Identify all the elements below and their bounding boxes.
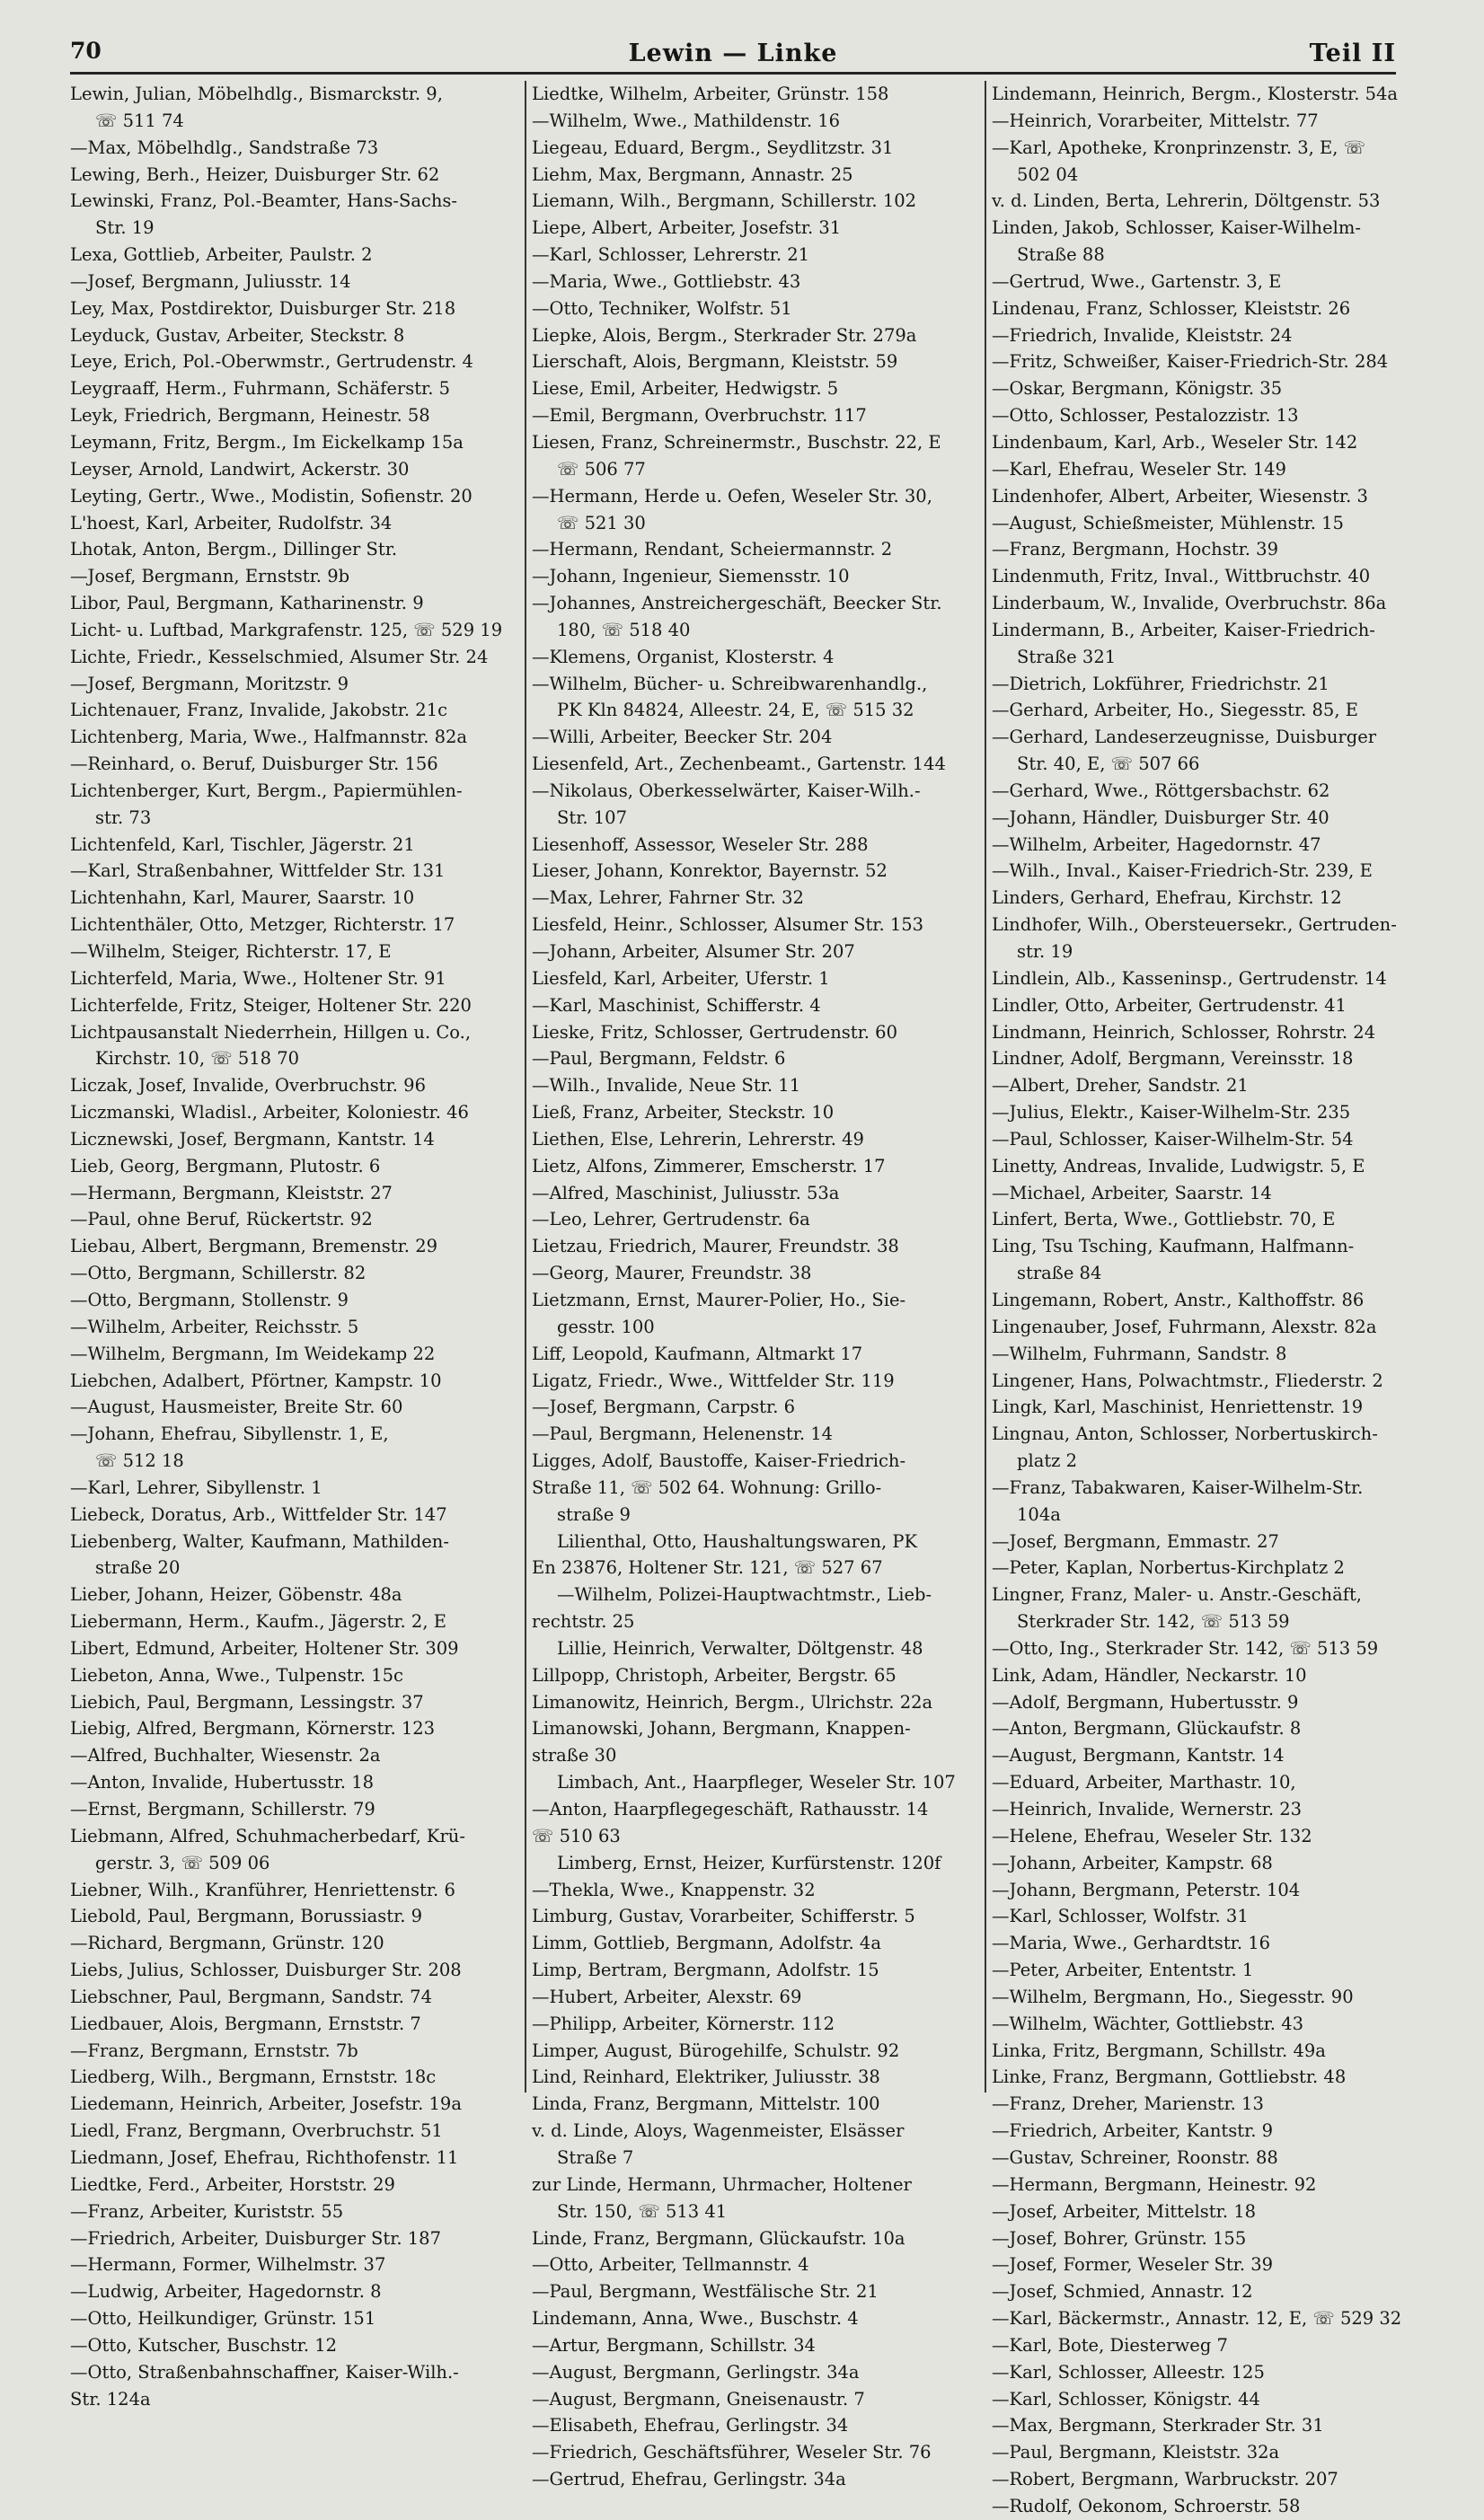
directory-entry: Lhotak, Anton, Bergm., Dillinger Str. bbox=[70, 539, 398, 560]
directory-entry: —Richard, Bergmann, Grünstr. 120 bbox=[70, 1933, 384, 1954]
directory-entry: —Josef, Bergmann, Carpstr. 6 bbox=[532, 1397, 796, 1418]
directory-entry: Liedtke, Ferd., Arbeiter, Horststr. 29 bbox=[70, 2173, 395, 2195]
directory-entry: Lichterfeld, Maria, Wwe., Holtener Str. 91 bbox=[70, 967, 446, 989]
directory-entry: Liebschner, Paul, Bergmann, Sandstr. 74 bbox=[70, 1986, 432, 2007]
entry-continuation: 180, ☏ 518 40 bbox=[557, 619, 691, 640]
directory-entry: Lichtenberg, Maria, Wwe., Halfmannstr. 82a bbox=[70, 727, 468, 748]
directory-entry: —Reinhard, o. Beruf, Duisburger Str. 156 bbox=[70, 753, 438, 775]
directory-entry: Linde, Franz, Bergmann, Glückaufstr. 10a bbox=[532, 2227, 905, 2249]
directory-entry: —Johann, Bergmann, Peterstr. 104 bbox=[992, 1879, 1301, 1900]
directory-entry: —Wilhelm, Wächter, Gottliebstr. 43 bbox=[992, 2013, 1304, 2034]
directory-entry: —Alfred, Buchhalter, Wiesenstr. 2a bbox=[70, 1745, 381, 1767]
directory-entry: —Karl, Schlosser, Königstr. 44 bbox=[992, 2388, 1260, 2410]
directory-entry: Lierschaft, Alois, Bergmann, Kleiststr. 59 bbox=[532, 351, 898, 373]
directory-entry: Lingner, Franz, Maler- u. Anstr.-Geschäft, bbox=[992, 1584, 1362, 1606]
directory-entry: Licht- u. Luftbad, Markgrafenstr. 125, ☏ 529 19 bbox=[70, 619, 503, 640]
directory-entry: —Willi, Arbeiter, Beecker Str. 204 bbox=[532, 727, 833, 748]
part-label: Teil II bbox=[1309, 40, 1396, 67]
directory-entry: —Friedrich, Invalide, Kleiststr. 24 bbox=[992, 324, 1293, 346]
directory-entry: Lieber, Johann, Heizer, Göbenstr. 48a bbox=[70, 1584, 402, 1606]
directory-entry: —Johann, Händler, Duisburger Str. 40 bbox=[992, 806, 1329, 828]
directory-entry: —Helene, Ehefrau, Weseler Str. 132 bbox=[992, 1825, 1312, 1846]
directory-entry: —Otto, Heilkundiger, Grünstr. 151 bbox=[70, 2308, 376, 2330]
directory-entry: —Josef, Bergmann, Juliusstr. 14 bbox=[70, 270, 351, 292]
directory-entry: Lichtenauer, Franz, Invalide, Jakobstr. 21c bbox=[70, 700, 448, 721]
entry-continuation: ☏ 506 77 bbox=[557, 458, 646, 480]
directory-entry: —Johann, Arbeiter, Alsumer Str. 207 bbox=[532, 941, 855, 962]
directory-entry: —Wilh., Invalide, Neue Str. 11 bbox=[532, 1075, 801, 1097]
directory-entry: v. d. Linden, Berta, Lehrerin, Döltgenstr. 53 bbox=[992, 190, 1381, 212]
entry-continuation: Straße 321 bbox=[1017, 646, 1117, 667]
directory-entry: —Klemens, Organist, Klosterstr. 4 bbox=[532, 646, 835, 667]
entry-continuation: 104a bbox=[1017, 1503, 1061, 1525]
directory-entry: Limm, Gottlieb, Bergmann, Adolfstr. 4a bbox=[532, 1933, 881, 1954]
directory-entry: —Heinrich, Vorarbeiter, Mittelstr. 77 bbox=[992, 110, 1319, 131]
directory-entry: Lind, Reinhard, Elektriker, Juliusstr. 38 bbox=[532, 2066, 880, 2088]
directory-entry: zur Linde, Hermann, Uhrmacher, Holtener bbox=[532, 2173, 912, 2195]
directory-entry: —Anton, Invalide, Hubertusstr. 18 bbox=[70, 1772, 375, 1793]
directory-entry: Liedemann, Heinrich, Arbeiter, Josefstr. 19a bbox=[70, 2093, 462, 2115]
directory-entry: Liesenhoff, Assessor, Weseler Str. 288 bbox=[532, 833, 869, 855]
directory-entry: —Wilhelm, Bergmann, Im Weidekamp 22 bbox=[70, 1343, 436, 1364]
directory-entry: Lingemann, Robert, Anstr., Kalthoffstr. 86 bbox=[992, 1289, 1365, 1310]
directory-entry: —Otto, Bergmann, Schillerstr. 82 bbox=[70, 1263, 367, 1284]
directory-entry: Liegeau, Eduard, Bergm., Seydlitzstr. 31 bbox=[532, 137, 894, 158]
directory-entry: —Wilhelm, Wwe., Mathildenstr. 16 bbox=[532, 110, 841, 131]
directory-entry: Lieske, Fritz, Schlosser, Gertrudenstr. 60 bbox=[532, 1021, 897, 1043]
directory-entry: —Hubert, Arbeiter, Alexstr. 69 bbox=[532, 1986, 802, 2007]
directory-entry: v. d. Linde, Aloys, Wagenmeister, Elsässer bbox=[532, 2120, 905, 2142]
entry-continuation: Kirchstr. 10, ☏ 518 70 bbox=[95, 1048, 300, 1070]
directory-entry: Lindenau, Franz, Schlosser, Kleiststr. 26 bbox=[992, 297, 1351, 319]
directory-entry: —August, Schießmeister, Mühlenstr. 15 bbox=[992, 512, 1344, 533]
directory-entry: Lillpopp, Christoph, Arbeiter, Bergstr. 65 bbox=[532, 1664, 897, 1686]
directory-entry: —Hermann, Herde u. Oefen, Weseler Str. 30, bbox=[532, 485, 932, 507]
directory-entry: Ließ, Franz, Arbeiter, Steckstr. 10 bbox=[532, 1102, 835, 1123]
directory-entry: Lindermann, B., Arbeiter, Kaiser-Friedrich- bbox=[992, 619, 1375, 640]
directory-entry: —Ernst, Bergmann, Schillerstr. 79 bbox=[70, 1799, 375, 1820]
directory-entry: —Johann, Ingenieur, Siemensstr. 10 bbox=[532, 566, 850, 587]
directory-entry: Liethen, Else, Lehrerin, Lehrerstr. 49 bbox=[532, 1128, 864, 1150]
directory-entry: Leyduck, Gustav, Arbeiter, Steckstr. 8 bbox=[70, 324, 405, 346]
directory-entry: En 23876, Holtener Str. 121, ☏ 527 67 bbox=[532, 1557, 883, 1579]
directory-entry: Ley, Max, Postdirektor, Duisburger Str. 218 bbox=[70, 297, 456, 319]
directory-entry: —Peter, Kaplan, Norbertus-Kirchplatz 2 bbox=[992, 1557, 1345, 1579]
directory-entry: Leygraaff, Herm., Fuhrmann, Schäferstr. 5 bbox=[70, 378, 451, 400]
entry-continuation: ☏ 521 30 bbox=[557, 512, 646, 533]
entry-continuation: Sterkrader Str. 142, ☏ 513 59 bbox=[1017, 1611, 1290, 1633]
entry-continuation: ☏ 511 74 bbox=[95, 110, 184, 131]
directory-entry: Liesfeld, Karl, Arbeiter, Uferstr. 1 bbox=[532, 967, 830, 989]
directory-entry: —Paul, Bergmann, Helenenstr. 14 bbox=[532, 1423, 834, 1445]
directory-entry: —Maria, Wwe., Gottliebstr. 43 bbox=[532, 270, 801, 292]
directory-entry: Lietz, Alfons, Zimmerer, Emscherstr. 17 bbox=[532, 1155, 886, 1176]
entry-continuation: straße 84 bbox=[1017, 1263, 1102, 1284]
directory-entry: Liebermann, Herm., Kaufm., Jägerstr. 2, E bbox=[70, 1611, 446, 1633]
directory-entry: —Otto, Techniker, Wolfstr. 51 bbox=[532, 297, 792, 319]
directory-entry: —Franz, Bergmann, Hochstr. 39 bbox=[992, 539, 1278, 560]
directory-entry: Leye, Erich, Pol.-Oberwmstr., Gertrudenstr. 4 bbox=[70, 351, 473, 373]
directory-entry: —Friedrich, Arbeiter, Duisburger Str. 187 bbox=[70, 2227, 441, 2249]
directory-entry: —Karl, Bote, Diesterweg 7 bbox=[992, 2334, 1228, 2356]
directory-entry: Liebchen, Adalbert, Pförtner, Kampstr. 10 bbox=[70, 1370, 442, 1391]
directory-entry: Lichte, Friedr., Kesselschmied, Alsumer Str. 24 bbox=[70, 646, 489, 667]
directory-entry: —Artur, Bergmann, Schillstr. 34 bbox=[532, 2334, 816, 2356]
directory-entry: —Hermann, Bergmann, Kleiststr. 27 bbox=[70, 1182, 393, 1203]
directory-entry: —Georg, Maurer, Freundstr. 38 bbox=[532, 1263, 812, 1284]
directory-entry: —Leo, Lehrer, Gertrudenstr. 6a bbox=[532, 1209, 810, 1230]
directory-entry: —Hermann, Former, Wilhelmstr. 37 bbox=[70, 2254, 386, 2276]
directory-entry: —Paul, ohne Beruf, Rückertstr. 92 bbox=[70, 1209, 373, 1230]
directory-entry: Linfert, Berta, Wwe., Gottliebstr. 70, E bbox=[992, 1209, 1336, 1230]
directory-entry: Libert, Edmund, Arbeiter, Holtener Str. 309 bbox=[70, 1637, 459, 1659]
directory-entry: Liehm, Max, Bergmann, Annastr. 25 bbox=[532, 163, 853, 185]
directory-entry: —August, Bergmann, Gerlingstr. 34a bbox=[532, 2361, 860, 2383]
running-title: Lewin — Linke bbox=[628, 40, 838, 67]
directory-entry: —Rudolf, Oekonom, Schroerstr. 58 bbox=[992, 2495, 1301, 2516]
entry-continuation: Str. 19 bbox=[95, 217, 155, 239]
directory-entry: —Wilhelm, Arbeiter, Reichsstr. 5 bbox=[70, 1316, 359, 1337]
directory-entry: Leyk, Friedrich, Bergmann, Heinestr. 58 bbox=[70, 405, 430, 427]
directory-entry: —Karl, Ehefrau, Weseler Str. 149 bbox=[992, 458, 1286, 480]
directory-entry: —Karl, Straßenbahner, Wittfelder Str. 131 bbox=[70, 860, 446, 882]
directory-entry: Lingnau, Anton, Schlosser, Norbertuskirch- bbox=[992, 1423, 1378, 1445]
directory-entry: —Anton, Haarpflegegeschäft, Rathausstr. 14 bbox=[532, 1799, 929, 1820]
directory-entry: Linderbaum, W., Invalide, Overbruchstr. 86a bbox=[992, 593, 1387, 614]
directory-entry: —Eduard, Arbeiter, Marthastr. 10, bbox=[992, 1772, 1296, 1793]
directory-entry: Lindenhofer, Albert, Arbeiter, Wiesenstr. 3 bbox=[992, 485, 1368, 507]
entry-continuation: gesstr. 100 bbox=[557, 1316, 655, 1337]
directory-entry: —Wilhelm, Steiger, Richterstr. 17, E bbox=[70, 941, 392, 962]
directory-entry: Lichtpausanstalt Niederrhein, Hillgen u. Co., bbox=[70, 1021, 472, 1043]
directory-entry: —Gustav, Schreiner, Roonstr. 88 bbox=[992, 2146, 1278, 2168]
directory-entry: —Josef, Bergmann, Emmastr. 27 bbox=[992, 1530, 1279, 1552]
directory-entry: Lewing, Berh., Heizer, Duisburger Str. 62 bbox=[70, 163, 440, 185]
column-1 bbox=[65, 81, 525, 2410]
directory-entry: —Karl, Schlosser, Wolfstr. 31 bbox=[992, 1906, 1249, 1927]
directory-entry: Linke, Franz, Bergmann, Gottliebstr. 48 bbox=[992, 2066, 1347, 2088]
directory-entry: Lindemann, Heinrich, Bergm., Klosterstr. 54a bbox=[992, 84, 1399, 104]
directory-entry: Linda, Franz, Bergmann, Mittelstr. 100 bbox=[532, 2093, 880, 2115]
directory-entry: —Paul, Bergmann, Feldstr. 6 bbox=[532, 1048, 786, 1070]
directory-entry: —Emil, Bergmann, Overbruchstr. 117 bbox=[532, 405, 867, 427]
directory-entry: —Michael, Arbeiter, Saarstr. 14 bbox=[992, 1182, 1272, 1203]
directory-entry: Lichterfelde, Fritz, Steiger, Holtener Str. 220 bbox=[70, 994, 472, 1016]
directory-entry: —Thekla, Wwe., Knappenstr. 32 bbox=[532, 1879, 816, 1900]
entry-continuation: gerstr. 3, ☏ 509 06 bbox=[95, 1852, 270, 1873]
directory-entry: Linetty, Andreas, Invalide, Ludwigstr. 5, E bbox=[992, 1155, 1365, 1176]
directory-entry: Lindner, Adolf, Bergmann, Vereinsstr. 18 bbox=[992, 1048, 1354, 1070]
directory-entry: Lieser, Johann, Konrektor, Bayernstr. 52 bbox=[532, 860, 888, 882]
directory-entry: Liesen, Franz, Schreinermstr., Buschstr. 22, E bbox=[532, 431, 941, 453]
entry-continuation: str. 19 bbox=[1017, 941, 1073, 962]
directory-entry: —Max, Lehrer, Fahrner Str. 32 bbox=[532, 887, 804, 909]
directory-entry: Lewinski, Franz, Pol.-Beamter, Hans-Sachs- bbox=[70, 190, 458, 212]
directory-entry: Ligatz, Friedr., Wwe., Wittfelder Str. 119 bbox=[532, 1370, 895, 1391]
directory-entry: —Oskar, Bergmann, Königstr. 35 bbox=[992, 378, 1283, 400]
entry-continuation: Straße 7 bbox=[557, 2146, 634, 2168]
directory-entry: —Franz, Dreher, Marienstr. 13 bbox=[992, 2093, 1264, 2115]
directory-entry: —Otto, Bergmann, Stollenstr. 9 bbox=[70, 1289, 349, 1310]
directory-entry: Liepe, Albert, Arbeiter, Josefstr. 31 bbox=[532, 217, 842, 239]
directory-entry: Limburg, Gustav, Vorarbeiter, Schifferstr. 5 bbox=[532, 1906, 915, 1927]
directory-entry: —Franz, Bergmann, Ernststr. 7b bbox=[70, 2040, 358, 2061]
directory-entry: L'hoest, Karl, Arbeiter, Rudolfstr. 34 bbox=[70, 512, 393, 533]
directory-entry: —Alfred, Maschinist, Juliusstr. 53a bbox=[532, 1182, 840, 1203]
directory-entry: Ling, Tsu Tsching, Kaufmann, Halfmann- bbox=[992, 1236, 1355, 1257]
directory-entry: straße 30 bbox=[532, 1745, 617, 1767]
directory-entry: Liebig, Alfred, Bergmann, Körnerstr. 123 bbox=[70, 1718, 436, 1740]
directory-entry: Lichtenhahn, Karl, Maurer, Saarstr. 10 bbox=[70, 887, 415, 909]
directory-entry: —Gerhard, Wwe., Röttgersbachstr. 62 bbox=[992, 780, 1330, 801]
directory-entry: —Friedrich, Arbeiter, Kantstr. 9 bbox=[992, 2120, 1274, 2142]
directory-entry: Str. 124a bbox=[70, 2388, 151, 2410]
directory-entry: Lietzmann, Ernst, Maurer-Polier, Ho., Sie- bbox=[532, 1289, 906, 1310]
directory-entry: —Philipp, Arbeiter, Körnerstr. 112 bbox=[532, 2013, 835, 2034]
directory-entry: —Karl, Maschinist, Schifferstr. 4 bbox=[532, 994, 821, 1016]
directory-entry: —Johann, Arbeiter, Kampstr. 68 bbox=[992, 1852, 1273, 1873]
directory-entry: —Dietrich, Lokführer, Friedrichstr. 21 bbox=[992, 673, 1329, 694]
directory-entry: —Paul, Schlosser, Kaiser-Wilhelm-Str. 54 bbox=[992, 1128, 1354, 1150]
directory-entry: —Albert, Dreher, Sandstr. 21 bbox=[992, 1075, 1249, 1097]
directory-entry: —Wilhelm, Bergmann, Ho., Siegesstr. 90 bbox=[992, 1986, 1354, 2007]
directory-entry: —Josef, Former, Weseler Str. 39 bbox=[992, 2254, 1274, 2276]
directory-entry: Liebeck, Doratus, Arb., Wittfelder Str. 147 bbox=[70, 1503, 447, 1525]
directory-entry: —Johannes, Anstreichergeschäft, Beecker Str. bbox=[532, 593, 942, 614]
entry-continuation: Str. 150, ☏ 513 41 bbox=[557, 2200, 728, 2222]
directory-entry: —Anton, Bergmann, Glückaufstr. 8 bbox=[992, 1718, 1302, 1740]
directory-entry: Limanowitz, Heinrich, Bergm., Ulrichstr. 22a bbox=[532, 1691, 933, 1713]
directory-entry: Liff, Leopold, Kaufmann, Altmarkt 17 bbox=[532, 1343, 863, 1364]
directory-entry: Lichtenthäler, Otto, Metzger, Richterstr. 17 bbox=[70, 914, 455, 936]
directory-entry: Liepke, Alois, Bergm., Sterkrader Str. 279a bbox=[532, 324, 917, 346]
directory-entry: —Heinrich, Invalide, Wernerstr. 23 bbox=[992, 1799, 1303, 1820]
directory-entry: Liedl, Franz, Bergmann, Overbruchstr. 51 bbox=[70, 2120, 443, 2142]
directory-entry: —Ludwig, Arbeiter, Hagedornstr. 8 bbox=[70, 2281, 382, 2303]
directory-entry: Liebau, Albert, Bergmann, Bremenstr. 29 bbox=[70, 1236, 438, 1257]
directory-entry: Lingenauber, Josef, Fuhrmann, Alexstr. 82a bbox=[992, 1316, 1377, 1337]
directory-entry: Link, Adam, Händler, Neckarstr. 10 bbox=[992, 1664, 1307, 1686]
directory-entry: Liemann, Wilh., Bergmann, Schillerstr. 102 bbox=[532, 190, 917, 212]
entry-continuation: Limberg, Ernst, Heizer, Kurfürstenstr. 120f bbox=[557, 1852, 941, 1873]
directory-entry: —Franz, Arbeiter, Kuriststr. 55 bbox=[70, 2200, 344, 2222]
directory-entry: Linden, Jakob, Schlosser, Kaiser-Wilhelm- bbox=[992, 217, 1361, 239]
directory-entry: —Fritz, Schweißer, Kaiser-Friedrich-Str. 284 bbox=[992, 351, 1389, 373]
directory-entry: Liczak, Josef, Invalide, Overbruchstr. 96 bbox=[70, 1075, 426, 1097]
directory-entry: Limanowski, Johann, Bergmann, Knappen- bbox=[532, 1718, 911, 1740]
page-number: 70 bbox=[70, 38, 102, 64]
directory-entry: —Paul, Bergmann, Westfälische Str. 21 bbox=[532, 2281, 879, 2303]
page-header bbox=[70, 38, 1396, 79]
directory-entry: Lindemann, Anna, Wwe., Buschstr. 4 bbox=[532, 2308, 859, 2330]
entry-continuation: straße 20 bbox=[95, 1557, 181, 1579]
directory-entry: —Otto, Ing., Sterkrader Str. 142, ☏ 513 59 bbox=[992, 1637, 1379, 1659]
entry-continuation: Lilienthal, Otto, Haushaltungswaren, PK bbox=[557, 1530, 918, 1552]
directory-entry: —Max, Möbelhdlg., Sandstraße 73 bbox=[70, 137, 379, 158]
directory-entry: Liczmanski, Wladisl., Arbeiter, Koloniestr. 46 bbox=[70, 1102, 469, 1123]
directory-entry: Lieb, Georg, Bergmann, Plutostr. 6 bbox=[70, 1155, 381, 1176]
directory-entry: —Karl, Schlosser, Lehrerstr. 21 bbox=[532, 244, 810, 266]
directory-entry: Liebold, Paul, Bergmann, Borussiastr. 9 bbox=[70, 1906, 423, 1927]
directory-entry: Limp, Bertram, Bergmann, Adolfstr. 15 bbox=[532, 1960, 879, 1981]
directory-entry: —Gerhard, Landeserzeugnisse, Duisburger bbox=[992, 727, 1377, 748]
directory-entry: —Hermann, Rendant, Scheiermannstr. 2 bbox=[532, 539, 893, 560]
directory-entry: —Gertrud, Ehefrau, Gerlingstr. 34a bbox=[532, 2469, 846, 2490]
directory-entry: —Josef, Bohrer, Grünstr. 155 bbox=[992, 2227, 1247, 2249]
directory-entry: —Josef, Schmied, Annastr. 12 bbox=[992, 2281, 1253, 2303]
directory-entry: —Karl, Schlosser, Alleestr. 125 bbox=[992, 2361, 1265, 2383]
directory-entry: Liedbauer, Alois, Bergmann, Ernststr. 7 bbox=[70, 2013, 421, 2034]
entry-continuation: —Wilhelm, Polizei-Hauptwachtmstr., Lieb- bbox=[557, 1584, 932, 1606]
directory-entry: Licznewski, Josef, Bergmann, Kantstr. 14 bbox=[70, 1128, 435, 1150]
entry-continuation: platz 2 bbox=[1017, 1450, 1078, 1472]
directory-entry: —Paul, Bergmann, Kleiststr. 32a bbox=[992, 2442, 1280, 2463]
directory-entry: —Gertrud, Wwe., Gartenstr. 3, E bbox=[992, 270, 1282, 292]
directory-entry: Leyser, Arnold, Landwirt, Ackerstr. 30 bbox=[70, 458, 410, 480]
directory-entry: Straße 11, ☏ 502 64. Wohnung: Grillo- bbox=[532, 1476, 882, 1498]
directory-entry: Lindhofer, Wilh., Obersteuersekr., Gertruden- bbox=[992, 914, 1397, 936]
directory-entry: —Franz, Tabakwaren, Kaiser-Wilhelm-Str. bbox=[992, 1476, 1364, 1498]
entry-continuation: str. 73 bbox=[95, 806, 152, 828]
header-rule bbox=[70, 72, 1396, 75]
directory-entry: —Wilhelm, Fuhrmann, Sandstr. 8 bbox=[992, 1343, 1287, 1364]
directory-entry: Lichtenfeld, Karl, Tischler, Jägerstr. 21 bbox=[70, 833, 415, 855]
directory-entry: —August, Bergmann, Kantstr. 14 bbox=[992, 1745, 1285, 1767]
directory-entry: Limper, August, Bürogehilfe, Schulstr. 92 bbox=[532, 2040, 900, 2061]
directory-entry: Lewin, Julian, Möbelhdlg., Bismarckstr. 9, bbox=[70, 84, 443, 104]
column-3 bbox=[985, 81, 1444, 2516]
directory-entry: —Elisabeth, Ehefrau, Gerlingstr. 34 bbox=[532, 2415, 849, 2436]
directory-entry: —Julius, Elektr., Kaiser-Wilhelm-Str. 235 bbox=[992, 1102, 1351, 1123]
directory-entry: Liese, Emil, Arbeiter, Hedwigstr. 5 bbox=[532, 378, 839, 400]
entry-continuation: Limbach, Ant., Haarpfleger, Weseler Str. 107 bbox=[557, 1772, 956, 1793]
directory-entry: Liedberg, Wilh., Bergmann, Ernststr. 18c bbox=[70, 2066, 437, 2088]
directory-entry: —Otto, Kutscher, Buschstr. 12 bbox=[70, 2334, 338, 2356]
directory-entry: Liebich, Paul, Bergmann, Lessingstr. 37 bbox=[70, 1691, 424, 1713]
directory-entry: Linders, Gerhard, Ehefrau, Kirchstr. 12 bbox=[992, 887, 1342, 909]
entry-continuation: 502 04 bbox=[1017, 163, 1079, 185]
directory-entry: —Johann, Ehefrau, Sibyllenstr. 1, E, bbox=[70, 1423, 389, 1445]
directory-entry: Liedmann, Josef, Ehefrau, Richthofenstr. 11 bbox=[70, 2146, 459, 2168]
entry-continuation: Lillie, Heinrich, Verwalter, Döltgenstr. 48 bbox=[557, 1637, 923, 1659]
directory-entry: rechtstr. 25 bbox=[532, 1611, 635, 1633]
directory-entry: Liesenfeld, Art., Zechenbeamt., Gartenstr. 144 bbox=[532, 753, 946, 775]
directory-entry: —Peter, Arbeiter, Ententstr. 1 bbox=[992, 1960, 1254, 1981]
directory-entry: —Max, Bergmann, Sterkrader Str. 31 bbox=[992, 2415, 1324, 2436]
directory-entry: —Wilh., Inval., Kaiser-Friedrich-Str. 239, E bbox=[992, 860, 1373, 882]
directory-entry: —Josef, Bergmann, Ernststr. 9b bbox=[70, 566, 350, 587]
directory-entry: Lietzau, Friedrich, Maurer, Freundstr. 38 bbox=[532, 1236, 899, 1257]
directory-entry: Leymann, Fritz, Bergm., Im Eickelkamp 15a bbox=[70, 431, 464, 453]
directory-entry: —August, Hausmeister, Breite Str. 60 bbox=[70, 1397, 403, 1418]
directory-entry: —Friedrich, Geschäftsführer, Weseler Str. 76 bbox=[532, 2442, 932, 2463]
directory-entry: —Karl, Apotheke, Kronprinzenstr. 3, E, ☏ bbox=[992, 137, 1366, 158]
directory-entry: Liebeton, Anna, Wwe., Tulpenstr. 15c bbox=[70, 1664, 403, 1686]
directory-entry: Liebs, Julius, Schlosser, Duisburger Str. 208 bbox=[70, 1960, 462, 1981]
directory-entry: —Adolf, Bergmann, Hubertusstr. 9 bbox=[992, 1691, 1299, 1713]
entry-continuation: Str. 107 bbox=[557, 806, 627, 828]
entry-continuation: ☏ 512 18 bbox=[95, 1450, 184, 1472]
directory-entry: Lingk, Karl, Maschinist, Henriettenstr. 19 bbox=[992, 1397, 1364, 1418]
directory-entry: Lexa, Gottlieb, Arbeiter, Paulstr. 2 bbox=[70, 244, 373, 266]
directory-entry: —Josef, Bergmann, Moritzstr. 9 bbox=[70, 673, 349, 694]
entry-continuation: PK Kln 84824, Alleestr. 24, E, ☏ 515 32 bbox=[557, 700, 914, 721]
directory-entry: Lindlein, Alb., Kasseninsp., Gertrudenstr. 14 bbox=[992, 967, 1387, 989]
entry-continuation: Straße 88 bbox=[1017, 244, 1105, 266]
directory-entry: ☏ 510 63 bbox=[532, 1825, 621, 1846]
directory-entry: Liebmann, Alfred, Schuhmacherbedarf, Krü- bbox=[70, 1825, 465, 1846]
directory-entry: Lindenbaum, Karl, Arb., Weseler Str. 142 bbox=[992, 431, 1358, 453]
directory-entry: Leyting, Gertr., Wwe., Modistin, Sofienstr. 20 bbox=[70, 485, 473, 507]
directory-entry: —Otto, Straßenbahnschaffner, Kaiser-Wilh.- bbox=[70, 2361, 459, 2383]
directory-entry: Liebenberg, Walter, Kaufmann, Mathilden- bbox=[70, 1530, 449, 1552]
directory-entry: —Wilhelm, Bücher- u. Schreibwarenhandlg., bbox=[532, 673, 928, 694]
directory-entry: —Robert, Bergmann, Warbruckstr. 207 bbox=[992, 2469, 1338, 2490]
directory-entry: —Gerhard, Arbeiter, Ho., Siegesstr. 85, E bbox=[992, 700, 1358, 721]
directory-entry: Ligges, Adolf, Baustoffe, Kaiser-Friedrich- bbox=[532, 1450, 906, 1472]
directory-entry: —Otto, Schlosser, Pestalozzistr. 13 bbox=[992, 405, 1299, 427]
directory-entry: —Karl, Bäckermstr., Annastr. 12, E, ☏ 529 32 bbox=[992, 2308, 1402, 2330]
directory-entry: —Karl, Lehrer, Sibyllenstr. 1 bbox=[70, 1476, 322, 1498]
directory-entry: Linka, Fritz, Bergmann, Schillstr. 49a bbox=[992, 2040, 1326, 2061]
directory-entry: Lingener, Hans, Polwachtmstr., Fliederstr. 2 bbox=[992, 1370, 1383, 1391]
directory-entry: —Wilhelm, Arbeiter, Hagedornstr. 47 bbox=[992, 833, 1321, 855]
entry-continuation: Str. 40, E, ☏ 507 66 bbox=[1017, 753, 1200, 775]
directory-entry: Liesfeld, Heinr., Schlosser, Alsumer Str. 153 bbox=[532, 914, 924, 936]
columns bbox=[65, 81, 1444, 2516]
directory-entry: —Nikolaus, Oberkesselwärter, Kaiser-Wilh.- bbox=[532, 780, 921, 801]
directory-entry: —Otto, Arbeiter, Tellmannstr. 4 bbox=[532, 2254, 809, 2276]
directory-entry: Lindenmuth, Fritz, Inval., Wittbruchstr. 40 bbox=[992, 566, 1371, 587]
directory-entry: Liedtke, Wilhelm, Arbeiter, Grünstr. 158 bbox=[532, 84, 889, 104]
directory-entry: Lindmann, Heinrich, Schlosser, Rohrstr. 24 bbox=[992, 1021, 1376, 1043]
column-2 bbox=[525, 81, 985, 2490]
directory-entry: Lichtenberger, Kurt, Bergm., Papiermühlen- bbox=[70, 780, 463, 801]
directory-entry: Lindler, Otto, Arbeiter, Gertrudenstr. 41 bbox=[992, 994, 1347, 1016]
directory-entry: Libor, Paul, Bergmann, Katharinenstr. 9 bbox=[70, 593, 424, 614]
directory-entry: —Maria, Wwe., Gerhardtstr. 16 bbox=[992, 1933, 1271, 1954]
directory-entry: —Hermann, Bergmann, Heinestr. 92 bbox=[992, 2173, 1317, 2195]
directory-entry: Liebner, Wilh., Kranführer, Henriettenstr. 6 bbox=[70, 1879, 455, 1900]
directory-entry: —Josef, Arbeiter, Mittelstr. 18 bbox=[992, 2200, 1257, 2222]
directory-entry: —August, Bergmann, Gneisenaustr. 7 bbox=[532, 2388, 865, 2410]
entry-continuation: straße 9 bbox=[557, 1503, 631, 1525]
